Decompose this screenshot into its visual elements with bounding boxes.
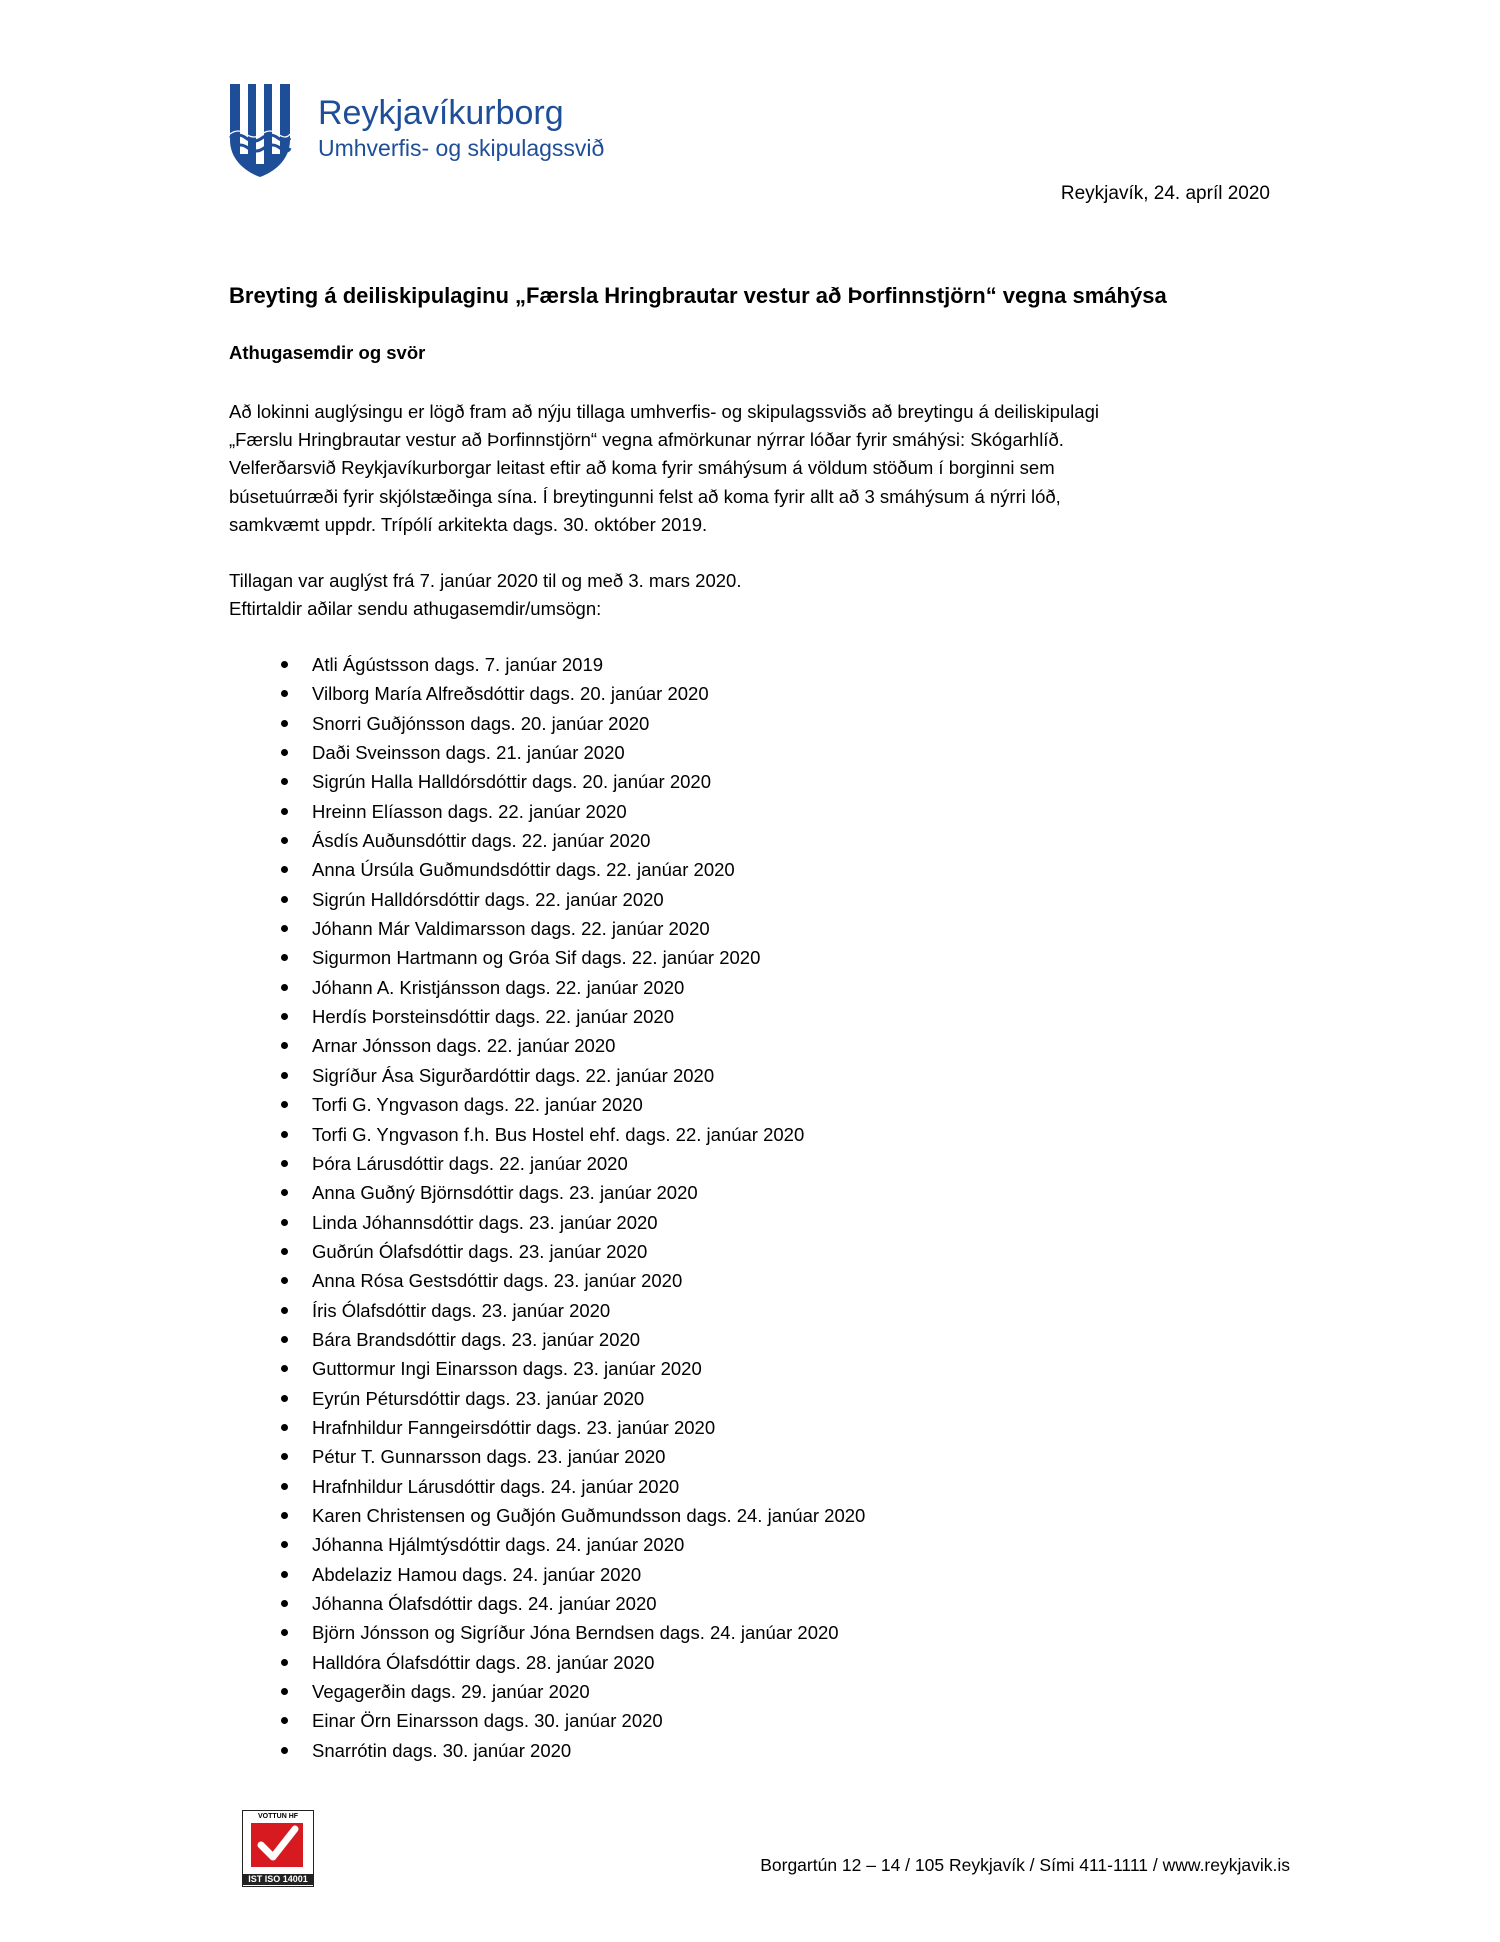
bullet-icon — [281, 954, 288, 961]
bullet-icon — [281, 1072, 288, 1079]
list-item — [229, 1354, 865, 1383]
respondent-text: Anna Úrsúla Guðmundsdóttir dags. 22. janúar 2020 — [312, 859, 735, 881]
list-item — [229, 1560, 865, 1589]
list-item — [229, 1002, 865, 1031]
document-subtitle: Athugasemdir og svör — [229, 342, 426, 363]
body-paragraph — [229, 398, 1289, 539]
bullet-icon — [281, 925, 288, 932]
list-item — [229, 767, 865, 796]
respondent-text: Jóhann Már Valdimarsson dags. 22. janúar 2020 — [312, 918, 710, 940]
respondent-text: Hrafnhildur Fanngeirsdóttir dags. 23. janúar 2020 — [312, 1416, 716, 1438]
respondent-text: Anna Guðný Björnsdóttir dags. 23. janúar 2020 — [312, 1182, 698, 1204]
cert-top-text: VOTTUN HF — [257, 1813, 299, 1820]
respondent-text: Daði Sveinsson dags. 21. janúar 2020 — [312, 742, 625, 764]
list-item — [229, 1090, 865, 1119]
bullet-icon — [281, 1659, 288, 1666]
bullet-icon — [281, 1219, 288, 1226]
list-item — [229, 1178, 865, 1207]
respondent-text: Atli Ágústsson dags. 7. janúar 2019 — [312, 654, 604, 675]
respondent-text: Karen Christensen og Guðjón Guðmundsson dags. 24. janúar 2020 — [312, 1504, 866, 1526]
respondent-text: Sigrún Halldórsdóttir dags. 22. janúar 2020 — [312, 888, 664, 910]
bullet-icon — [281, 1747, 288, 1754]
respondent-text: Jóhann A. Kristjánsson dags. 22. janúar 2020 — [312, 976, 685, 998]
bullet-icon — [281, 1512, 288, 1519]
list-item — [229, 1120, 865, 1149]
list-item — [229, 1530, 865, 1559]
respondent-text: Einar Örn Einarsson dags. 30. janúar 2020 — [312, 1710, 663, 1732]
list-item — [229, 1472, 865, 1501]
respondent-text: Sigurmon Hartmann og Gróa Sif dags. 22. janúar 2020 — [312, 947, 761, 969]
bullet-icon — [281, 1248, 288, 1255]
bullet-icon — [281, 984, 288, 991]
list-item — [229, 1237, 865, 1266]
list-item — [229, 797, 865, 826]
bullet-icon — [281, 1013, 288, 1020]
respondent-text: Bára Brandsdóttir dags. 23. janúar 2020 — [312, 1328, 641, 1350]
intro-line: Eftirtaldir aðilar sendu athugasemdir/umsögn: — [229, 598, 602, 620]
list-item — [229, 1149, 865, 1178]
respondent-text: Abdelaziz Hamou dags. 24. janúar 2020 — [312, 1563, 642, 1585]
list-item — [229, 1648, 865, 1677]
list-item — [229, 1589, 865, 1618]
list-item — [229, 1061, 865, 1090]
respondent-text: Guðrún Ólafsdóttir dags. 23. janúar 2020 — [312, 1240, 648, 1262]
intro-paragraph — [229, 567, 741, 623]
respondent-text: Sigrún Halla Halldórsdóttir dags. 20. janúar 2020 — [312, 771, 712, 793]
cert-bottom-text: IST ISO 14001 — [243, 1874, 313, 1885]
list-item — [229, 1325, 865, 1354]
bullet-icon — [281, 778, 288, 785]
list-item — [229, 679, 865, 708]
body-line: samkvæmt uppdr. Trípólí arkitekta dags. 30. október 2019. — [229, 513, 708, 535]
respondent-text: Hreinn Elíasson dags. 22. janúar 2020 — [312, 800, 627, 822]
respondent-text: Sigríður Ása Sigurðardóttir dags. 22. janúar 2020 — [312, 1064, 715, 1086]
bullet-icon — [281, 1424, 288, 1431]
body-line: „Færslu Hringbrautar vestur að Þorfinnstjörn“ vegna afmörkunar nýrrar lóðar fyrir smáhýsi: Skógarhlíð. — [229, 429, 1064, 451]
respondent-text: Snarrótin dags. 30. janúar 2020 — [312, 1739, 572, 1761]
list-item — [229, 1413, 865, 1442]
respondent-text: Halldóra Ólafsdóttir dags. 28. janúar 2020 — [312, 1651, 655, 1673]
bullet-icon — [281, 1189, 288, 1196]
list-item — [229, 1296, 865, 1325]
bullet-icon — [281, 1453, 288, 1460]
intro-line: Tillagan var auglýst frá 7. janúar 2020 til og með 3. mars 2020. — [229, 570, 742, 591]
list-item — [229, 1736, 865, 1765]
bullet-icon — [281, 808, 288, 815]
department-name: Umhverfis- og skipulagssvið — [318, 135, 605, 161]
respondent-text: Björn Jónsson og Sigríður Jóna Berndsen dags. 24. janúar 2020 — [312, 1622, 839, 1644]
body-line: Velferðarsvið Reykjavíkurborgar leitast eftir að koma fyrir smáhýsum á völdum stöðum í borginni sem — [229, 457, 1055, 479]
bullet-icon — [281, 1483, 288, 1490]
list-item — [229, 826, 865, 855]
bullet-icon — [281, 837, 288, 844]
bullet-icon — [281, 1365, 288, 1372]
respondent-text: Torfi G. Yngvason f.h. Bus Hostel ehf. dags. 22. janúar 2020 — [312, 1123, 805, 1145]
bullet-icon — [281, 1277, 288, 1284]
respondent-text: Ásdís Auðunsdóttir dags. 22. janúar 2020 — [312, 830, 651, 852]
checkmark-icon — [251, 1823, 303, 1867]
bullet-icon — [281, 1717, 288, 1724]
respondent-text: Hrafnhildur Lárusdóttir dags. 24. janúar 2020 — [312, 1475, 680, 1497]
respondent-text: Jóhanna Hjálmtýsdóttir dags. 24. janúar 2020 — [312, 1534, 685, 1556]
list-item — [229, 738, 865, 767]
bullet-icon — [281, 1395, 288, 1402]
body-line: búsetuúrræði fyrir skjólstæðinga sína. Í breytingunni felst að koma fyrir allt að 3 smáhýsum á nýrri lóð, — [229, 485, 1061, 507]
logo — [228, 82, 628, 182]
list-item — [229, 1442, 865, 1471]
bullet-icon — [281, 1131, 288, 1138]
list-item — [229, 1208, 865, 1237]
bullet-icon — [281, 1600, 288, 1607]
respondent-text: Herdís Þorsteinsdóttir dags. 22. janúar 2020 — [312, 1006, 674, 1028]
respondent-text: Vilborg María Alfreðsdóttir dags. 20. janúar 2020 — [312, 683, 709, 705]
bullet-icon — [281, 866, 288, 873]
bullet-icon — [281, 1541, 288, 1548]
org-name: Reykjavíkurborg — [318, 94, 564, 132]
list-item — [229, 885, 865, 914]
list-item — [229, 1706, 865, 1735]
bullet-icon — [281, 1160, 288, 1167]
body-line: Að lokinni auglýsingu er lögð fram að nýju tillaga umhverfis- og skipulagssviðs að breytingu á deiliskipulagi — [229, 401, 1099, 422]
list-item — [229, 1266, 865, 1295]
bullet-icon — [281, 720, 288, 727]
bullet-icon — [281, 749, 288, 756]
bullet-icon — [281, 896, 288, 903]
bullet-icon — [281, 1307, 288, 1314]
iso-certification-badge — [242, 1810, 314, 1887]
respondent-text: Torfi G. Yngvason dags. 22. janúar 2020 — [312, 1094, 643, 1116]
respondent-text: Þóra Lárusdóttir dags. 22. janúar 2020 — [312, 1152, 628, 1174]
respondent-text: Snorri Guðjónsson dags. 20. janúar 2020 — [312, 712, 650, 734]
document-title: Breyting á deiliskipulaginu „Færsla Hringbrautar vestur að Þorfinnstjörn“ vegna smáhýsa — [229, 283, 1167, 308]
list-item — [229, 1031, 865, 1060]
list-item — [229, 709, 865, 738]
list-item — [229, 914, 865, 943]
coat-of-arms-icon — [228, 82, 292, 178]
respondent-text: Pétur T. Gunnarsson dags. 23. janúar 2020 — [312, 1446, 666, 1468]
respondent-text: Jóhanna Ólafsdóttir dags. 24. janúar 2020 — [312, 1593, 657, 1614]
respondent-text: Vegagerðin dags. 29. janúar 2020 — [312, 1681, 590, 1703]
respondent-text: Linda Jóhannsdóttir dags. 23. janúar 2020 — [312, 1211, 658, 1233]
respondent-text: Anna Rósa Gestsdóttir dags. 23. janúar 2020 — [312, 1270, 683, 1292]
bullet-icon — [281, 661, 288, 668]
list-item — [229, 1501, 865, 1530]
bullet-icon — [281, 1101, 288, 1108]
list-item — [229, 650, 865, 679]
respondent-list — [229, 650, 865, 1765]
respondent-text: Eyrún Pétursdóttir dags. 23. janúar 2020 — [312, 1387, 645, 1409]
respondent-text: Guttormur Ingi Einarsson dags. 23. janúar 2020 — [312, 1358, 702, 1380]
list-item — [229, 1677, 865, 1706]
list-item — [229, 943, 865, 972]
cert-mark — [251, 1823, 303, 1867]
list-item — [229, 973, 865, 1002]
respondent-text: Arnar Jónsson dags. 22. janúar 2020 — [312, 1035, 616, 1057]
list-item — [229, 1384, 865, 1413]
date-line: Reykjavík, 24. apríl 2020 — [1060, 183, 1270, 204]
footer-address: Borgartún 12 – 14 / 105 Reykjavík / Sími 411-1111 / www.reykjavik.is — [760, 1855, 1290, 1875]
respondent-text: Íris Ólafsdóttir dags. 23. janúar 2020 — [312, 1299, 611, 1321]
bullet-icon — [281, 1629, 288, 1636]
bullet-icon — [281, 1336, 288, 1343]
list-item — [229, 855, 865, 884]
list-item — [229, 1618, 865, 1647]
bullet-icon — [281, 1571, 288, 1578]
bullet-icon — [281, 1688, 288, 1695]
bullet-icon — [281, 690, 288, 697]
bullet-icon — [281, 1042, 288, 1049]
